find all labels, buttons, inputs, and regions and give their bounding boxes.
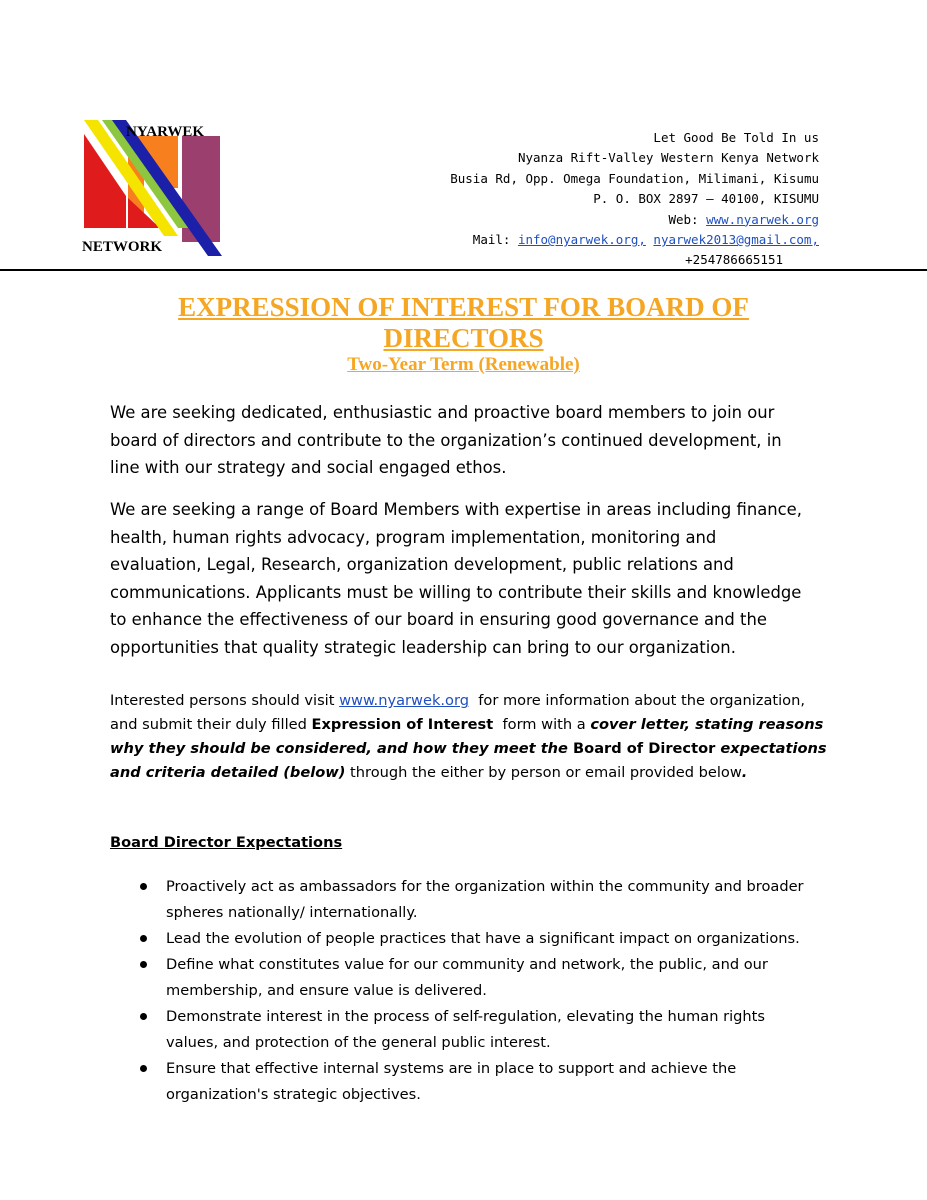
expectation-text: Demonstrate interest in the process of self-regulation, elevating the human rights values, and protection of the general public interest. — [166, 1008, 765, 1051]
criteria-text: expectations and criteria detailed (below) — [110, 740, 827, 781]
bullet-icon — [140, 1013, 147, 1020]
bullet-icon — [140, 961, 147, 968]
list-item — [110, 874, 815, 926]
web-label: Web: — [668, 211, 707, 227]
logo-bottom-text: NETWORK — [82, 239, 163, 255]
eoi-form-name: Expression of Interest — [311, 716, 494, 733]
phone-number: +254786665151 — [685, 252, 783, 268]
apply-text-2: for more information about the organization, and submit their duly filled — [110, 692, 810, 733]
expectation-text: Proactively act as ambassadors for the organization within the community and broader spheres nationally/ internationally. — [166, 878, 804, 921]
list-item — [110, 1004, 815, 1056]
web-row — [399, 210, 819, 230]
po-box: P. O. BOX 2897 – 40100, KISUMU — [593, 191, 819, 207]
header-divider — [0, 269, 927, 271]
apply-text-4: through the either by person or email provided below — [345, 764, 742, 781]
intro-paragraph: We are seeking dedicated, enthusiastic and proactive board members to join our board of directors and contribute to the organization’s continued development, in line with our strategy and social engaged ethos. — [110, 403, 782, 477]
tagline: Let Good Be Told In us — [653, 130, 819, 145]
web-link[interactable]: www.nyarwek.org — [706, 211, 819, 227]
mail-label: Mail: — [472, 232, 518, 248]
expectation-text: Define what constitutes value for our community and network, the public, and our membership, and ensure value is delivered. — [166, 956, 768, 999]
expectation-text: Lead the evolution of people practices that have a significant impact on organizations. — [166, 930, 800, 947]
address: Busia Rd, Opp. Omega Foundation, Milimani, Kisumu — [450, 170, 819, 186]
nyarwek-logo-graphic — [82, 120, 224, 260]
contact-block — [399, 128, 819, 271]
cover-letter-requirement: cover letter, stating reasons why they should be considered, and how they meet the — [110, 716, 824, 757]
apply-text-3: form with a — [493, 716, 591, 733]
expectation-text: Ensure that effective internal systems are in place to support and achieve the organization's strategic objectives. — [166, 1060, 737, 1103]
bullet-icon — [140, 935, 147, 942]
board-of-director-text: Board of Director — [573, 740, 716, 757]
list-item — [110, 926, 815, 952]
expectations-list — [110, 874, 815, 1108]
org-name: Nyanza Rift-Valley Western Kenya Network — [517, 150, 819, 166]
list-item — [110, 952, 815, 1004]
logo-top-text: NYARWEK — [126, 124, 205, 140]
page-subtitle: Two-Year Term (Renewable) — [347, 354, 580, 375]
email-link-gmail[interactable]: nyarwek2013@gmail.com, — [653, 232, 819, 248]
website-link[interactable]: www.nyarwek.org — [339, 692, 469, 709]
phone-row — [399, 250, 819, 270]
expertise-paragraph: We are seeking a range of Board Members with expertise in areas including finance, health, human rights advocacy, program implementation, monitoring and evaluation, Legal, Research, organization development, public relations and communications. Applicants must be willing to contribute their skills and knowledge to enhance the effectiveness of our board in ensuring good governance and the opportunities that quality strategic leadership can bring to our organization. — [110, 500, 802, 657]
page-title: EXPRESSION OF INTEREST FOR BOARD OF DIRECTORS — [178, 292, 749, 353]
closing-period: . — [741, 764, 748, 781]
bullet-icon — [140, 883, 147, 890]
application-paragraph — [110, 689, 832, 785]
expectations-heading: Board Director Expectations — [110, 834, 343, 851]
nyarwek-logo — [82, 120, 224, 260]
list-item — [110, 1056, 815, 1108]
mail-row — [399, 230, 819, 250]
bullet-icon — [140, 1065, 147, 1072]
email-link-info[interactable]: info@nyarwek.org, — [517, 232, 646, 248]
apply-text-1: Interested persons should visit — [110, 692, 340, 709]
